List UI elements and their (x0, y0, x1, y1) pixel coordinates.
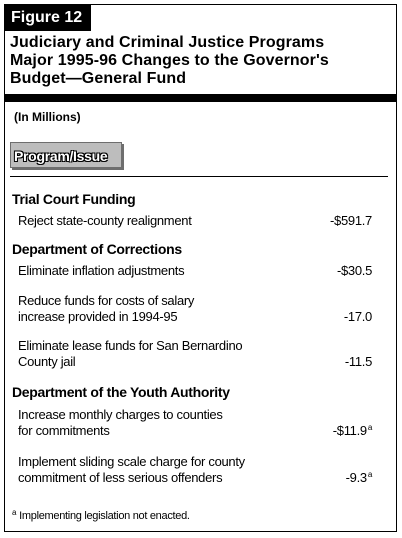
units-label: (In Millions) (14, 110, 81, 124)
row-amount: -$30.5 (336, 263, 372, 278)
table-row (18, 213, 278, 229)
row-amount: -$591.7 (330, 213, 372, 228)
section-heading: Department of the Youth Authority (12, 384, 230, 400)
figure-label: Figure 12 (5, 5, 91, 31)
section-heading: Trial Court Funding (12, 191, 136, 207)
footnote-text: Implementing legislation not enacted. (19, 510, 190, 522)
footnote-marker: a (12, 508, 17, 517)
row-label-line: County jail (18, 354, 76, 369)
footnote-marker: a (367, 423, 372, 432)
row-label-line: Reduce funds for costs of salary (18, 293, 195, 308)
row-amount: -11.5 (344, 354, 372, 369)
table-row (18, 338, 278, 370)
header-rule (10, 176, 388, 177)
row-label-line: Implement sliding scale charge for county (18, 454, 245, 469)
title-rule (5, 94, 397, 102)
row-label-line: Increase monthly charges to counties (18, 407, 223, 422)
footnote-marker: a (367, 470, 372, 479)
figure-title (10, 34, 390, 88)
title-line-2: Major 1995-96 Changes to the Governor's (10, 52, 329, 69)
column-header-label: Program/Issue (14, 148, 108, 164)
row-amount: -9.3$^a$ (345, 470, 372, 485)
title-line-3: Budget—General Fund (10, 70, 187, 87)
row-label-line: commitment of less serious offenders (18, 470, 223, 485)
footnote (12, 508, 190, 522)
title-line-1: Judiciary and Criminal Justice Programs (10, 34, 325, 51)
table-row (18, 454, 278, 486)
column-header (10, 142, 122, 168)
row-amount: -17.0 (343, 309, 372, 324)
row-label-line: Eliminate lease funds for San Bernardino (18, 338, 243, 353)
table-row (18, 407, 278, 439)
row-amount: -$11.9$^a$ (332, 423, 372, 438)
row-label-line: for commitments (18, 423, 110, 438)
table-row (18, 263, 278, 279)
row-label-line: Eliminate inflation adjustments (18, 263, 185, 278)
table-row (18, 293, 278, 325)
row-label-line: increase provided in 1994-95 (18, 309, 178, 324)
section-heading: Department of Corrections (12, 241, 182, 257)
row-label-line: Reject state-county realignment (18, 213, 192, 228)
